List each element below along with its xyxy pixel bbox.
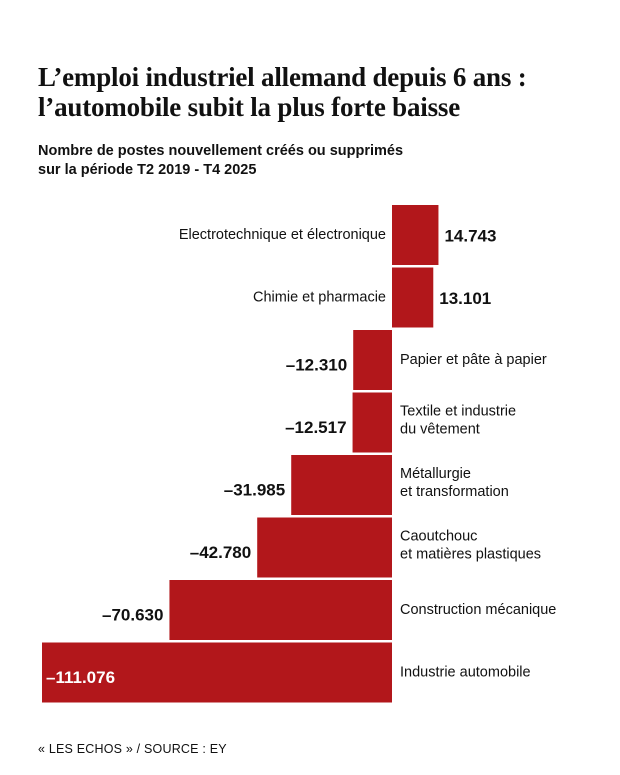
category-label-4-0: Métallurgie [400, 465, 471, 482]
category-label-2-0: Papier et pâte à papier [400, 351, 547, 368]
category-label-1-0: Chimie et pharmacie [253, 289, 386, 306]
bar-5 [257, 518, 392, 578]
value-label-0: 14.743 [444, 226, 497, 246]
bar-6 [169, 580, 392, 640]
bar-2 [353, 330, 392, 390]
value-label-3: –12.517 [285, 417, 347, 437]
bar-4 [291, 455, 392, 515]
category-label-3-0: Textile et industrie [400, 403, 517, 420]
category-label-5-1: et matières plastiques [400, 546, 542, 563]
source-footer: « LES ECHOS » / SOURCE : EY [38, 742, 227, 756]
category-label-6-0: Construction mécanique [400, 601, 557, 618]
value-label-4: –31.985 [223, 480, 286, 500]
chart-subtitle-line-2: sur la période T2 2019 - T4 2025 [38, 162, 257, 178]
bar-0 [392, 205, 438, 265]
chart-title-line-1: L’emploi industriel allemand depuis 6 ans : [38, 62, 527, 92]
value-label-7: –111.076 [46, 667, 116, 687]
bar-1 [392, 268, 433, 328]
category-label-0-0: Electrotechnique et électronique [178, 226, 386, 243]
chart-subtitle-line-1: Nombre de postes nouvellement créés ou supprimés [38, 143, 404, 159]
category-label-4-1: et transformation [400, 483, 509, 500]
category-label-5-0: Caoutchouc [400, 528, 478, 545]
category-label-7-0: Industrie automobile [400, 664, 531, 681]
value-label-1: 13.101 [439, 288, 492, 308]
bar-3 [353, 393, 392, 453]
category-label-3-1: du vêtement [400, 421, 480, 438]
value-label-5: –42.780 [189, 542, 252, 562]
value-label-2: –12.310 [285, 355, 348, 375]
chart-title-line-2: l’automobile subit la plus forte baisse [38, 92, 460, 122]
value-label-6: –70.630 [101, 605, 164, 625]
